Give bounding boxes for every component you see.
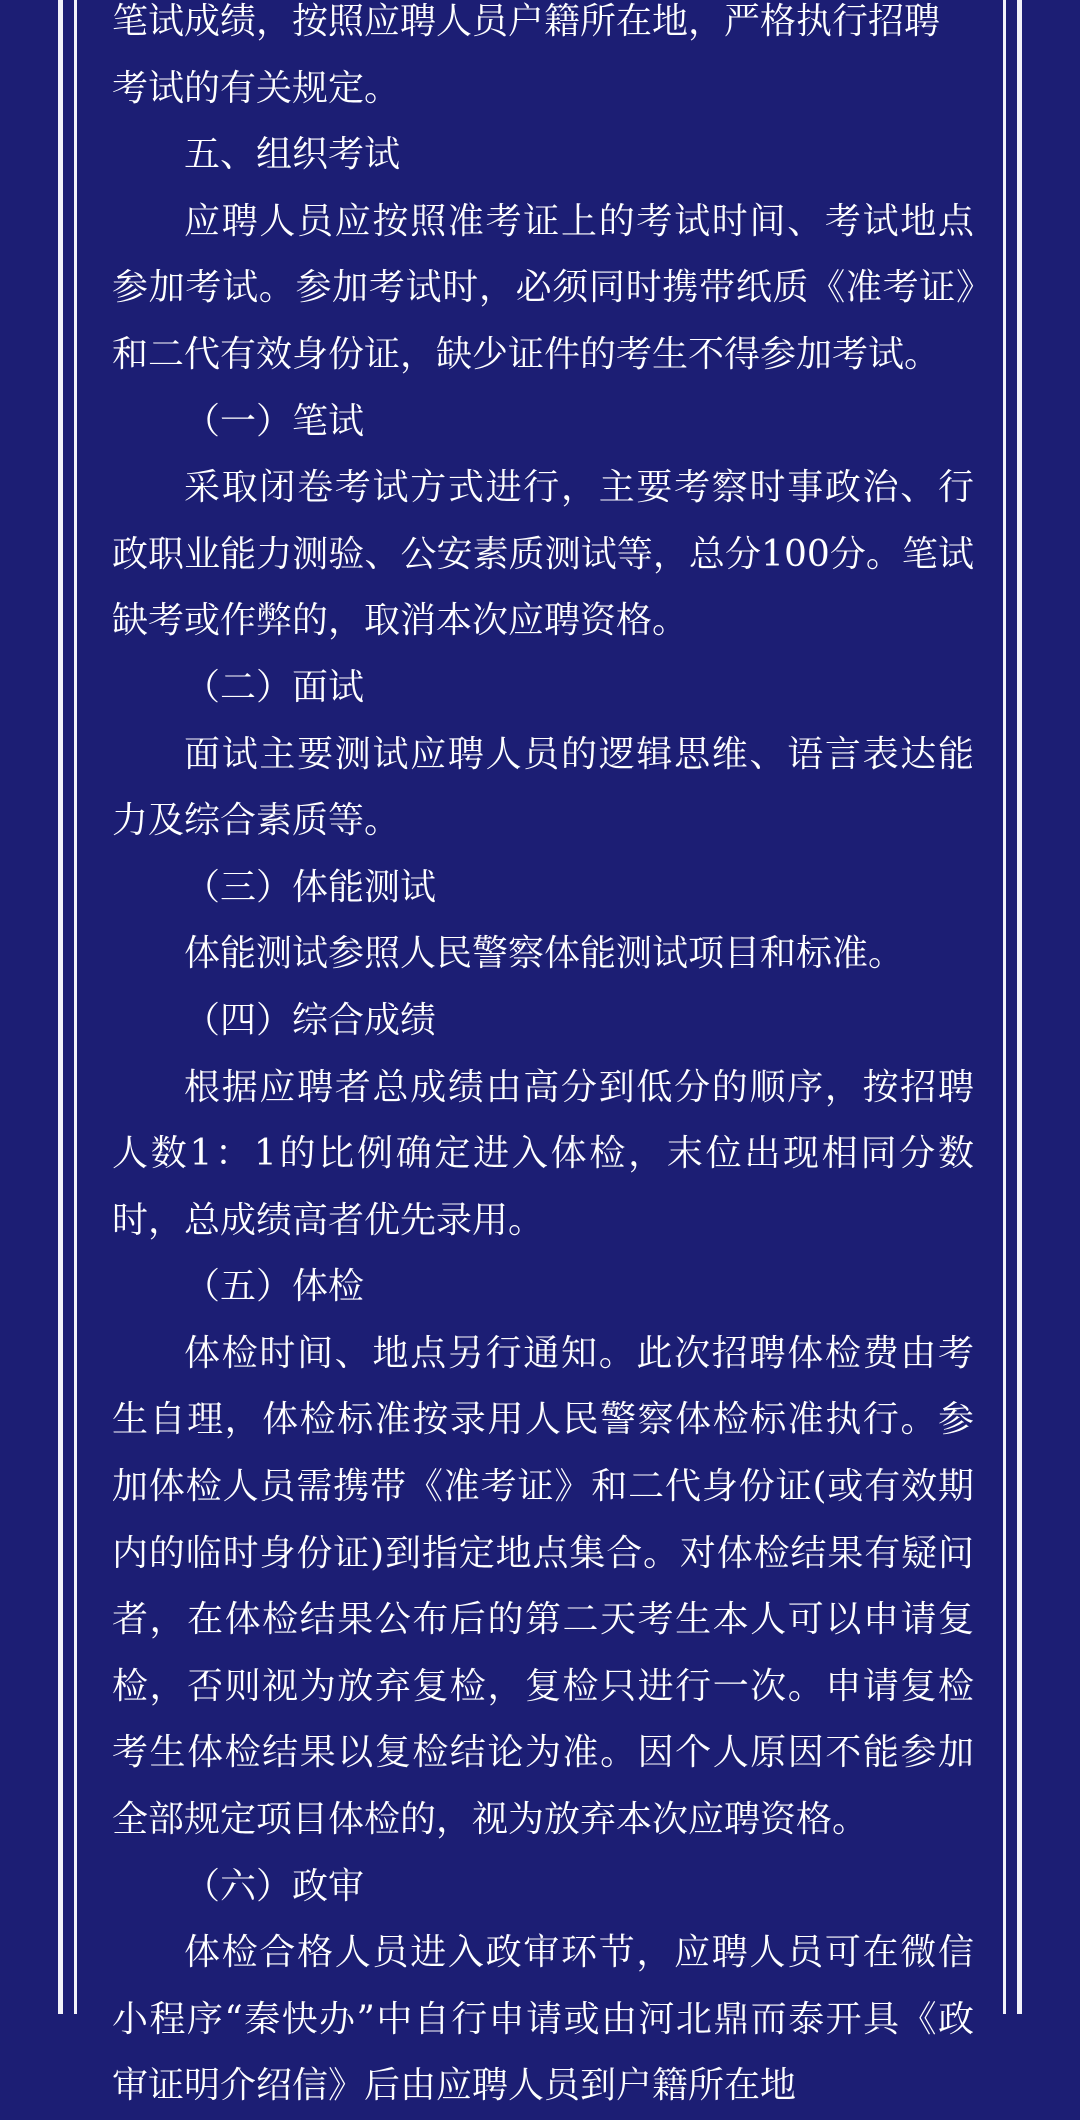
subsection-heading: （一）笔试 xyxy=(184,400,365,442)
paragraph: 应聘人员应按照准考证上的考试时间、考试地点参加考试。参加考试时，必须同时携带纸质《准考证》和二代有效身份证，缺少证件的考生不得参加考试。 xyxy=(112,200,974,375)
paragraph: 体能测试参照人民警察体能测试项目和标准。 xyxy=(184,933,905,975)
text-line: 考试的有关规定。 xyxy=(112,67,401,109)
paragraph: 体检时间、地点另行通知。此次招聘体检费由考生自理，体检标准按录用人民警察体检标准执行。参加体检人员需携带《准考证》和二代身份证(或有效期内的临时身份证)到指定地点集合。对体检结果有疑问者，在体检结果公布后的第二天考生本人可以申请复检，否则视为放弃复检，复检只进行一次。申请复检考生体检结果以复检结论为准。因个人原因不能参加全部规定项目体检的，视为放弃本次应聘资格。 xyxy=(112,1332,974,1841)
subsection-heading: （三）体能测试 xyxy=(184,866,437,908)
paragraph: 面试主要测试应聘人员的逻辑思维、语言表达能力及综合素质等。 xyxy=(112,733,974,842)
subsection-heading: （五）体检 xyxy=(184,1266,365,1308)
subsection-heading: （四）综合成绩 xyxy=(184,999,437,1041)
paragraph: 体检合格人员进入政审环节，应聘人员可在微信小程序“秦快办”中自行申请或由河北鼎而泰开具《政审证明介绍信》后由应聘人员到户籍所在地 xyxy=(112,1932,974,2107)
paragraph: 根据应聘者总成绩由高分到低分的顺序，按招聘人数1：1的比例确定进入体检，末位出现相同分数时，总成绩高者优先录用。 xyxy=(112,1066,974,1241)
document-body xyxy=(112,0,974,2120)
text-line: 笔试成绩，按照应聘人员户籍所在地，严格执行招聘 xyxy=(112,1,941,42)
section-heading: 五、组织考试 xyxy=(184,134,401,176)
subsection-heading: （二）面试 xyxy=(184,666,365,708)
subsection-heading: （六）政审 xyxy=(184,1865,365,1907)
paragraph: 采取闭卷考试方式进行，主要考察时事政治、行政职业能力测验、公安素质测试等，总分100分。笔试缺考或作弊的，取消本次应聘资格。 xyxy=(112,467,974,642)
